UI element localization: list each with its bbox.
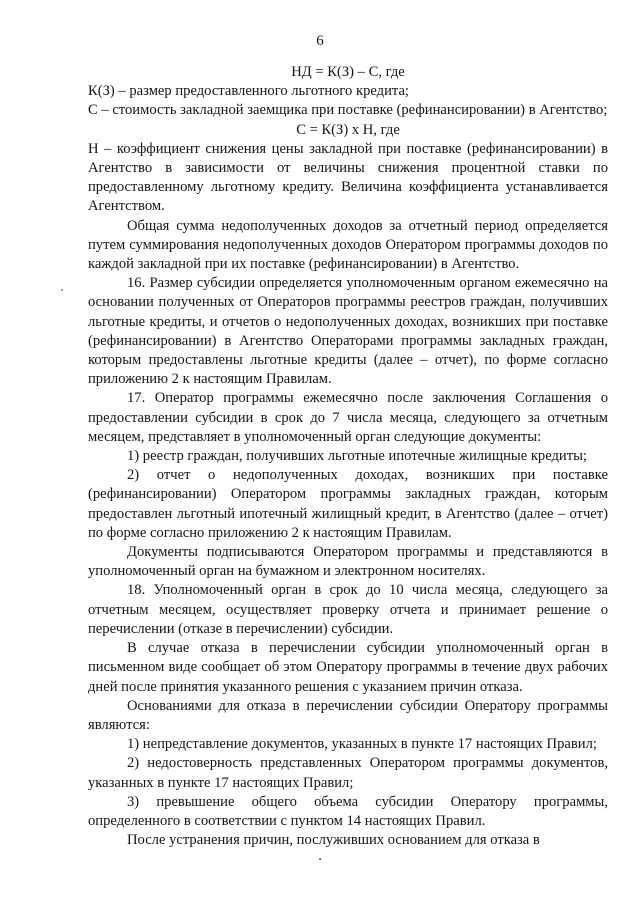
paragraph: 3) превышение общего объема субсидии Оператору программы, определенного в соответствии с пунктом 14 настоящих Правил. <box>88 793 608 829</box>
paragraph: В случае отказа в перечислении субсидии уполномоченный орган в письменном виде сообщает об этом Оператору программы в течение двух рабочих дней после принятия указанного решения с указанием причин отказа. <box>88 640 608 695</box>
paragraph: После устранения причин, послуживших основанием для отказа в <box>127 832 540 849</box>
paragraph: С – стоимость закладной заемщика при поставке (рефинансировании) в Агентство; <box>88 102 608 119</box>
paragraph: 2) недостоверность представленных Оператором программы документов, указанных в пункте 17 настоящих Правил; <box>88 755 608 791</box>
paragraph: 16. Размер субсидии определяется уполномоченным органом ежемесячно на основании полученных от Операторов программы реестров граждан, получивших льготные кредиты, и отчетов о недополученных доходах, возникших при поставке (рефинансировании) в Агентство Операторами программы закладных граждан, которым предоставлены льготные кредиты (далее – отчет), по форме согласно приложению 2 к настоящим Правилам. <box>88 275 608 388</box>
footer-mark: · <box>317 852 323 868</box>
paragraph: К(З) – размер предоставленного льготного кредита; <box>88 83 409 100</box>
paragraph: 17. Оператор программы ежемесячно после заключения Соглашения о предоставлении субсидии в срок до 7 числа месяца, следующего за отчетным месяцем, представляет в уполномоченный орган следующие документы: <box>88 390 608 445</box>
paragraph: 18. Уполномоченный орган в срок до 10 числа месяца, следующего за отчетным месяцем, осуществляет проверку отчета и принимает решение о перечислении (отказе в перечислении) субсидии. <box>88 582 608 637</box>
paragraph: Общая сумма недополученных доходов за отчетный период определяется путем суммирования недополученных доходов Оператором программы доходов по каждой закладной при их поставке (рефинансировании) в Агентство. <box>88 217 608 273</box>
document-body <box>88 63 608 850</box>
page-number: 6 <box>316 33 324 49</box>
paragraph: НД = К(З) – С, где <box>291 64 405 80</box>
paragraph: 2) отчет о недополученных доходах, возникших при поставке (рефинансировании) Оператором программы закладных граждан, которым предоставлен льготный ипотечный жилищный кредит, в Агентство (далее – отчет) по форме согласно приложению 2 к настоящим Правилам. <box>88 467 608 541</box>
margin-speck <box>61 289 63 291</box>
paragraph: Основаниями для отказа в перечислении субсидии Оператору программы являются: <box>88 697 608 733</box>
paragraph: 1) реестр граждан, получивших льготные ипотечные жилищные кредиты; <box>127 448 587 465</box>
paragraph: Н – коэффициент снижения цены закладной при поставке (рефинансировании) в Агентство в зависимости от величины снижения процентной ставки по предоставленному льготному кредиту. Величина коэффициента устанавливается Агентством. <box>88 140 608 215</box>
paragraph: С = К(З) х Н, где <box>296 121 400 138</box>
paragraph: Документы подписываются Оператором программы и представляются в уполномоченный орган на бумажном и электронном носителях. <box>88 544 608 580</box>
paragraph: 1) непредставление документов, указанных в пункте 17 настоящих Правил; <box>127 736 597 753</box>
